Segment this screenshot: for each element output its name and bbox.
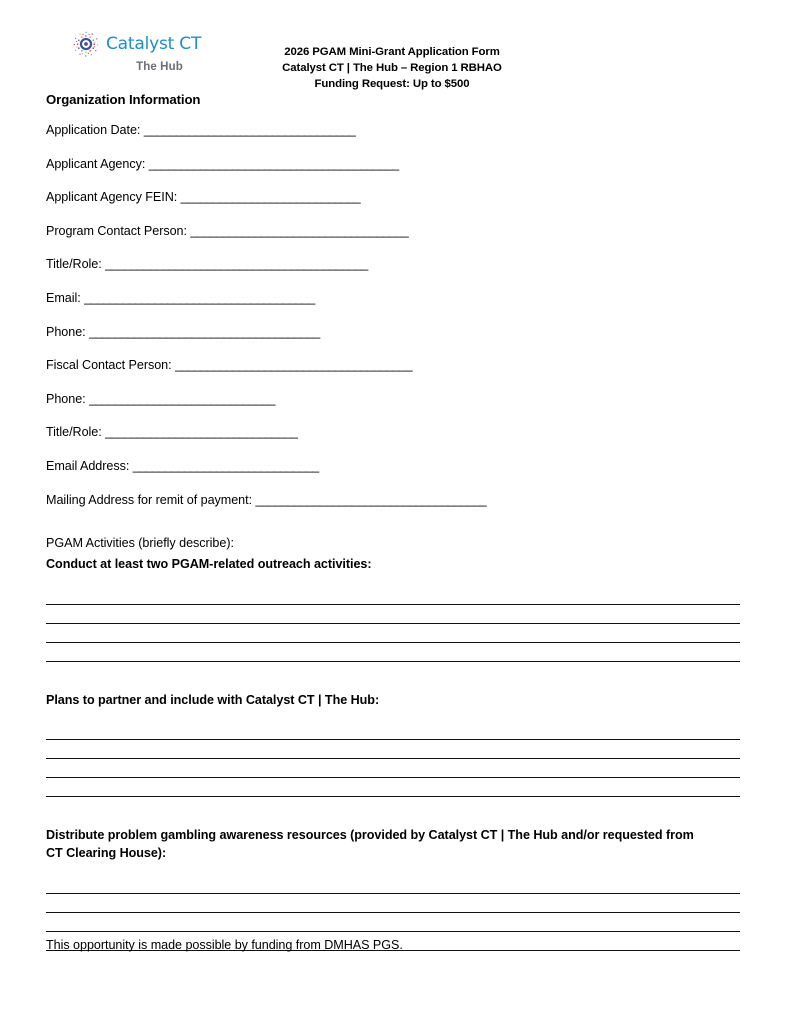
form-field-row xyxy=(46,292,740,305)
form-field-label: Title/Role: xyxy=(46,257,102,272)
activity-answer-lines[interactable] xyxy=(46,586,740,662)
answer-line[interactable] xyxy=(46,643,740,662)
answer-line[interactable] xyxy=(46,740,740,759)
form-field-row xyxy=(46,158,740,171)
form-field-blank[interactable]: ____________________________________ xyxy=(84,290,315,305)
document-header xyxy=(0,0,791,91)
form-field-row xyxy=(46,460,740,473)
form-field-label: Program Contact Person: xyxy=(46,223,187,238)
logo-tagline: The Hub xyxy=(136,61,183,73)
form-field-row xyxy=(46,393,740,406)
answer-line[interactable] xyxy=(46,624,740,643)
activities-intro: PGAM Activities (briefly describe): xyxy=(46,536,234,551)
form-body xyxy=(46,92,740,965)
form-field-blank[interactable]: _______________________________________ xyxy=(148,156,399,171)
form-field-row xyxy=(46,124,740,137)
document-title-line-1: 2026 PGAM Mini-Grant Application Form xyxy=(284,46,500,58)
spacer xyxy=(46,676,740,692)
form-field-row xyxy=(46,326,740,339)
form-field-label: Email: xyxy=(46,290,81,305)
form-field-blank[interactable]: __________________________________ xyxy=(190,223,409,238)
form-field-label: Phone: xyxy=(46,391,86,406)
form-field-label: Fiscal Contact Person: xyxy=(46,358,172,373)
form-field-row xyxy=(46,225,740,238)
activity-answer-lines[interactable] xyxy=(46,721,740,797)
organization-fields xyxy=(46,124,740,506)
form-field-label: Mailing Address for remit of payment: xyxy=(46,492,253,507)
form-field-blank[interactable]: _____________________________________ xyxy=(175,358,412,373)
answer-line[interactable] xyxy=(46,605,740,624)
page-title: Organization Information xyxy=(46,92,201,107)
form-field-label: Applicant Agency FEIN: xyxy=(46,190,178,205)
activity-prompt: Distribute problem gambling awareness resources (provided by Catalyst CT | The Hub and/or requested from CT Clearing House): xyxy=(46,828,694,861)
catalyst-ct-logo xyxy=(72,30,217,73)
form-field-label: Application Date: xyxy=(46,123,141,137)
answer-line[interactable] xyxy=(46,759,740,778)
form-field-blank[interactable]: _____________________________ xyxy=(89,391,275,406)
form-field-blank[interactable]: _________________________________ xyxy=(143,123,356,137)
answer-line[interactable] xyxy=(46,721,740,740)
form-field-label: Title/Role: xyxy=(46,425,102,440)
answer-line[interactable] xyxy=(46,778,740,797)
document-title-line-2: Catalyst CT | The Hub – Region 1 RBHAO xyxy=(282,62,502,75)
answer-line[interactable] xyxy=(46,586,740,605)
spacer xyxy=(46,811,740,827)
form-field-label: Phone: xyxy=(46,324,86,339)
form-field-blank[interactable]: _________________________________________ xyxy=(105,257,368,272)
document-title-line-3: Funding Request: Up to $500 xyxy=(314,78,470,91)
answer-line[interactable] xyxy=(46,875,740,894)
form-field-blank[interactable]: _____________________________ xyxy=(132,458,319,473)
form-field-blank[interactable]: ____________________________________ xyxy=(89,324,320,339)
form-field-row xyxy=(46,258,740,271)
activity-prompt: Conduct at least two PGAM-related outreach activities: xyxy=(46,556,372,571)
form-field-row xyxy=(46,359,740,372)
form-field-blank[interactable]: ______________________________ xyxy=(105,425,298,440)
answer-line[interactable] xyxy=(46,913,740,932)
funding-footnote: This opportunity is made possible by funding from DMHAS PGS. xyxy=(46,938,403,952)
form-field-label: Email Address: xyxy=(46,458,130,473)
answer-line[interactable] xyxy=(46,894,740,913)
form-field-label: Applicant Agency: xyxy=(46,156,146,171)
form-field-row xyxy=(46,191,740,204)
form-field-blank[interactable]: ____________________________________ xyxy=(255,492,487,507)
activity-prompt: Plans to partner and include with Catalyst CT | The Hub: xyxy=(46,692,380,707)
form-field-row xyxy=(46,426,740,439)
document-title xyxy=(212,44,572,93)
form-field-blank[interactable]: ____________________________ xyxy=(180,190,360,205)
logo-wordmark: Catalyst CT xyxy=(106,33,202,54)
catalyst-burst-icon xyxy=(72,30,100,58)
activity-blocks xyxy=(46,556,740,952)
form-field-row xyxy=(46,494,740,507)
